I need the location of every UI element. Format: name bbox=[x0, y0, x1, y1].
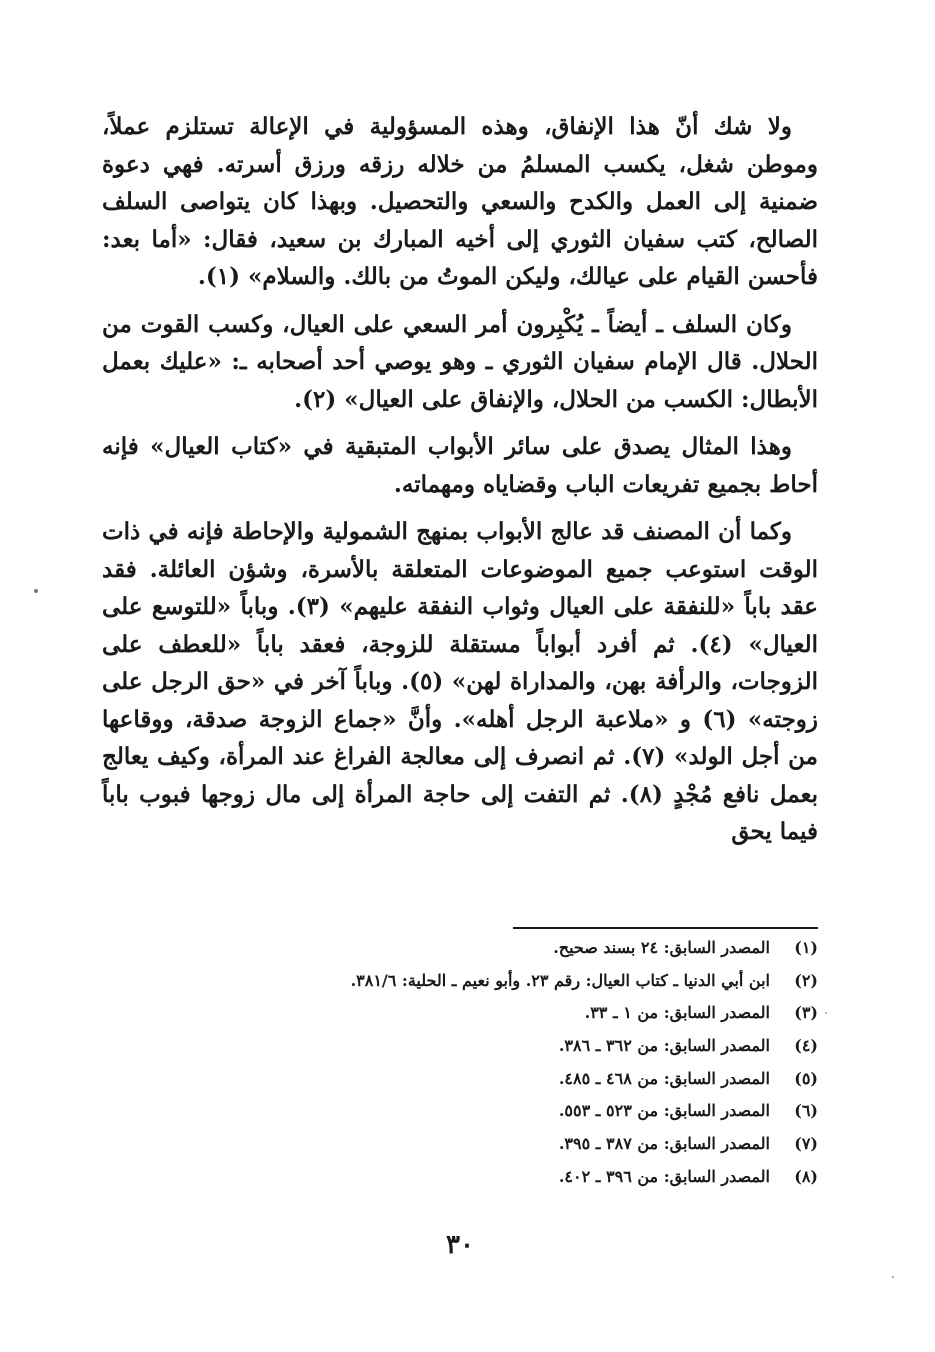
footnote-text: المصدر السابق: من ١ ـ ٣٣. bbox=[584, 1003, 770, 1023]
scan-speck bbox=[892, 1276, 894, 1278]
footnote-4 bbox=[300, 1030, 818, 1063]
main-text bbox=[102, 108, 818, 851]
footnote-number: (٧) bbox=[794, 1134, 818, 1154]
footnote-2 bbox=[300, 965, 818, 998]
paragraph-1: ولا شك أنّ هذا الإنفاق، وهذه المسؤولية في الإعالة تستلزم عملاً، وموطن شغل، يكسب المسلمُ من خلاله رزقه ورزق أسرته. فهي دعوة ضمنية إلى العمل والكدح والسعي والتحصيل. وبهذا كان يتواصى السلف الصالح، كتب سفيان الثوري إلى أخيه المبارك بن سعيد، فقال: «أما بعد: فأحسن القيام على عيالك، وليكن الموتُ من بالك. والسلام» (١). bbox=[102, 113, 818, 290]
footnote-number: (٢) bbox=[794, 970, 818, 990]
footnote-1 bbox=[300, 932, 818, 965]
page-number: ٣٠ bbox=[446, 1230, 474, 1260]
footnote-text: المصدر السابق: من ٣٦٢ ـ ٣٨٦. bbox=[558, 1036, 770, 1056]
footnotes bbox=[300, 932, 818, 1194]
footnote-8 bbox=[300, 1161, 818, 1194]
paragraph-3: وهذا المثال يصدق على سائر الأبواب المتبقية في «كتاب العيال» فإنه أحاط بجميع تفريعات الباب وقضاياه ومهماته. bbox=[102, 433, 818, 498]
paragraph-2: وكان السلف ـ أيضاً ـ يُكْبِرون أمر السعي على العيال، وكسب القوت من الحلال. قال الإمام سفيان الثوري ـ وهو يوصي أحد أصحابه ـ: «عليك بعمل الأبطال: الكسب من الحلال، والإنفاق على العيال» (٢). bbox=[102, 310, 818, 413]
footnote-number: (٣) bbox=[794, 1003, 818, 1023]
footnote-text: المصدر السابق: من ٥٢٣ ـ ٥٥٣. bbox=[558, 1101, 770, 1121]
footnote-5 bbox=[300, 1063, 818, 1096]
footnote-number: (٥) bbox=[794, 1068, 818, 1088]
footnote-text: المصدر السابق: من ٤٦٨ ـ ٤٨٥. bbox=[558, 1068, 770, 1088]
footnote-7 bbox=[300, 1128, 818, 1161]
footnote-text: ابن أبي الدنيا ـ كتاب العيال: رقم ٢٣. وأبو نعيم ـ الحلية: ٣٨١/٦. bbox=[350, 970, 770, 990]
scan-speck bbox=[34, 589, 38, 593]
footnote-text: المصدر السابق: من ٣٨٧ ـ ٣٩٥. bbox=[558, 1134, 770, 1154]
footnote-number: (١) bbox=[794, 938, 818, 957]
footnote-6 bbox=[300, 1095, 818, 1128]
footnote-3 bbox=[300, 997, 818, 1030]
footnote-number: (٨) bbox=[794, 1166, 818, 1186]
paragraph-4: وكما أن المصنف قد عالج الأبواب بمنهج الشمولية والإحاطة فإنه في ذات الوقت استوعب جميع الموضوعات المتعلقة بالأسرة، وشؤن العائلة. فقد عقد باباً «للنفقة على العيال وثواب النفقة عليهم» (٣). وباباً «للتوسع على العيال» (٤). ثم أفرد أبواباً مستقلة للزوجة، فعقد باباً «للعطف على الزوجات، والرأفة بهن، والمداراة لهن» (٥). وباباً آخر في «حق الرجل على زوجته» (٦) و «ملاعبة الرجل أهله». وأنَّ «جماع الزوجة صدقة، ووقاعها من أجل الولد» (٧). ثم انصرف إلى معالجة الفراغ عند المرأة، وكيف يعالج بعمل نافع مُجْدٍ (٨). ثم التفت إلى حاجة المرأة إلى مال زوجها فبوب باباً فيما يحق bbox=[102, 518, 819, 845]
footnote-separator bbox=[513, 927, 818, 929]
footnote-text: المصدر السابق: ٢٤ بسند صحيح. bbox=[553, 938, 770, 957]
footnote-text: المصدر السابق: من ٣٩٦ ـ ٤٠٢. bbox=[558, 1166, 770, 1186]
footnote-number: (٤) bbox=[794, 1036, 818, 1056]
footnote-number: (٦) bbox=[794, 1101, 818, 1121]
scan-speck bbox=[825, 1012, 827, 1014]
